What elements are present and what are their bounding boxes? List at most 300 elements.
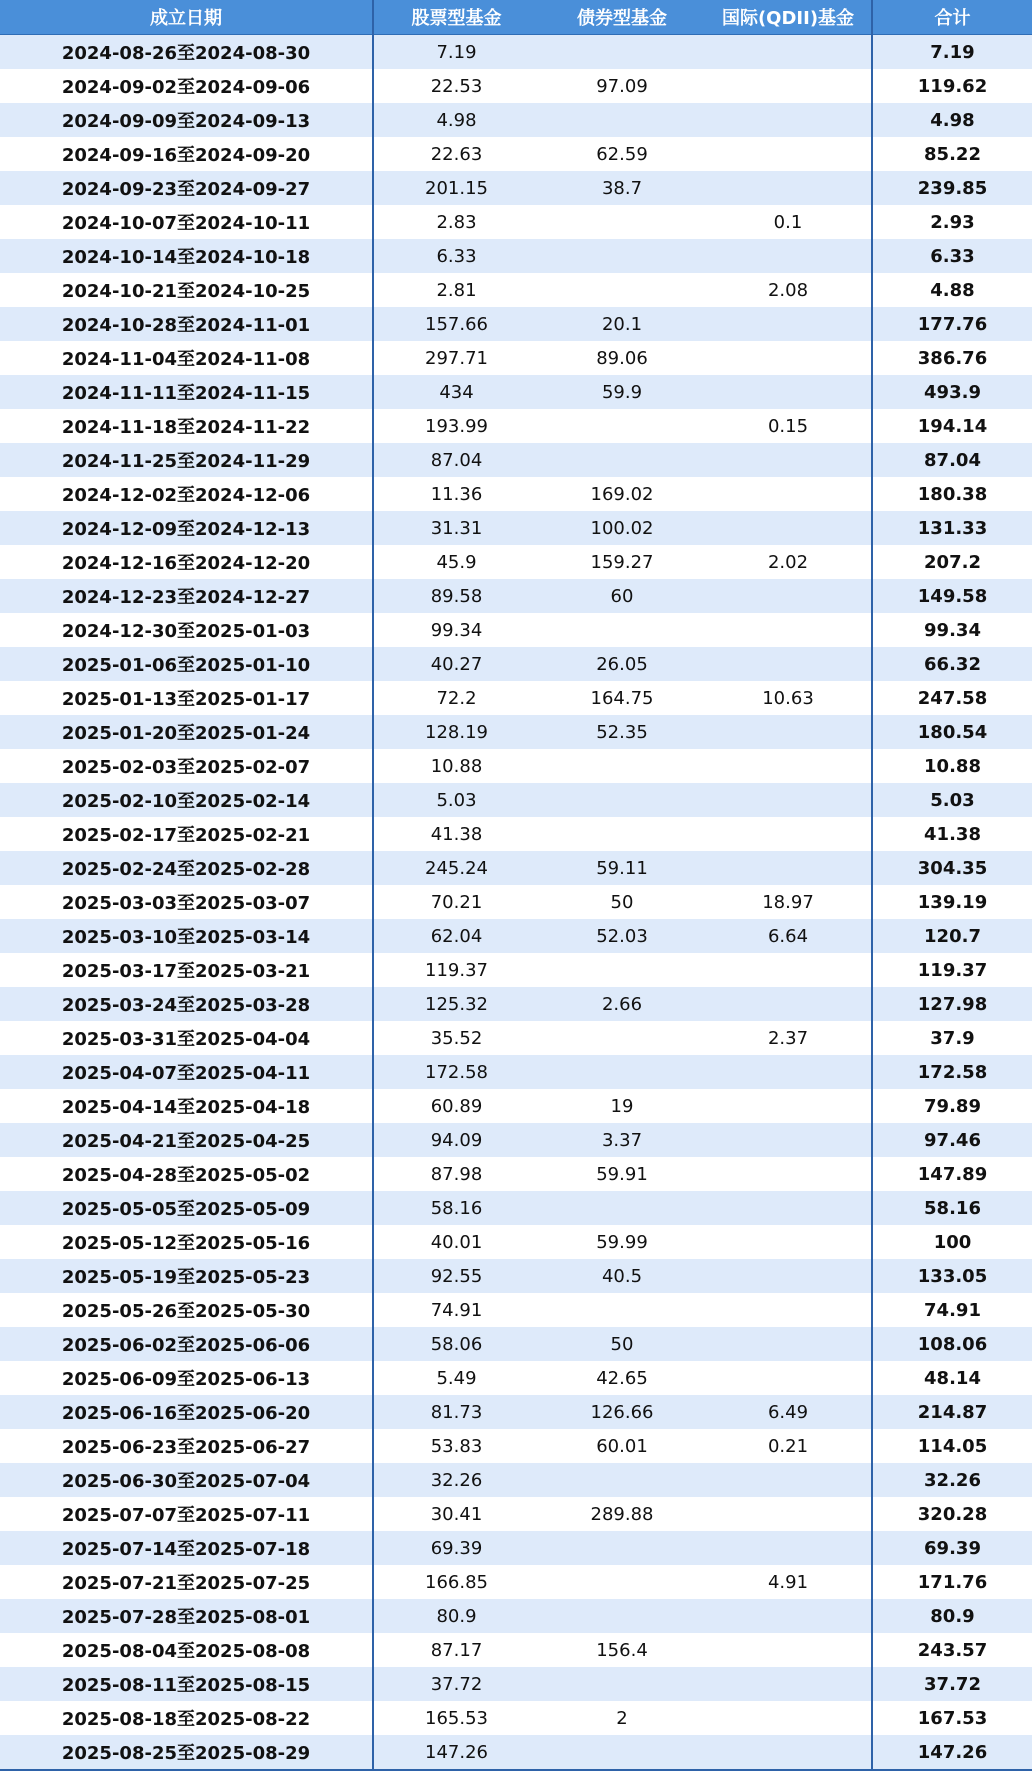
date-cell: 2025-05-19至2025-05-23 (0, 1259, 373, 1293)
total-cell: 167.53 (872, 1701, 1032, 1735)
equity-fund-cell: 40.01 (373, 1225, 539, 1259)
header-row (0, 0, 1032, 35)
total-cell: 5.03 (872, 783, 1032, 817)
bond-fund-cell (539, 1667, 705, 1701)
equity-fund-cell: 99.34 (373, 613, 539, 647)
table-row (0, 1429, 1032, 1463)
qdii-fund-cell (705, 1225, 872, 1259)
date-cell: 2025-07-14至2025-07-18 (0, 1531, 373, 1565)
total-cell: 74.91 (872, 1293, 1032, 1327)
bond-fund-cell (539, 1599, 705, 1633)
equity-fund-cell: 5.49 (373, 1361, 539, 1395)
total-cell: 304.35 (872, 851, 1032, 885)
table-row (0, 1395, 1032, 1429)
equity-fund-cell: 22.53 (373, 69, 539, 103)
table-row (0, 137, 1032, 171)
qdii-fund-cell: 2.02 (705, 545, 872, 579)
qdii-fund-cell (705, 1497, 872, 1531)
qdii-fund-cell (705, 375, 872, 409)
bond-fund-cell (539, 103, 705, 137)
qdii-fund-cell (705, 443, 872, 477)
equity-fund-cell: 70.21 (373, 885, 539, 919)
date-cell: 2025-01-06至2025-01-10 (0, 647, 373, 681)
date-cell: 2025-05-12至2025-05-16 (0, 1225, 373, 1259)
bond-fund-cell: 26.05 (539, 647, 705, 681)
qdii-fund-cell (705, 1327, 872, 1361)
header-date: 成立日期 (0, 0, 373, 35)
date-cell: 2024-12-23至2024-12-27 (0, 579, 373, 613)
qdii-fund-cell: 10.63 (705, 681, 872, 715)
date-cell: 2025-03-03至2025-03-07 (0, 885, 373, 919)
total-cell: 243.57 (872, 1633, 1032, 1667)
equity-fund-cell: 81.73 (373, 1395, 539, 1429)
total-cell: 32.26 (872, 1463, 1032, 1497)
total-cell: 214.87 (872, 1395, 1032, 1429)
qdii-fund-cell (705, 1259, 872, 1293)
total-cell: 37.72 (872, 1667, 1032, 1701)
table-row (0, 205, 1032, 239)
bond-fund-cell: 2.66 (539, 987, 705, 1021)
bond-fund-cell: 59.11 (539, 851, 705, 885)
date-cell: 2025-04-28至2025-05-02 (0, 1157, 373, 1191)
bond-fund-cell: 62.59 (539, 137, 705, 171)
table-row (0, 1055, 1032, 1089)
qdii-fund-cell (705, 1667, 872, 1701)
total-cell: 37.9 (872, 1021, 1032, 1055)
bond-fund-cell (539, 239, 705, 273)
equity-fund-cell: 32.26 (373, 1463, 539, 1497)
header-bond-fund: 债券型基金 (539, 0, 705, 35)
table-row (0, 715, 1032, 749)
total-cell: 194.14 (872, 409, 1032, 443)
total-cell: 87.04 (872, 443, 1032, 477)
bond-fund-cell (539, 613, 705, 647)
table-row (0, 885, 1032, 919)
table-row (0, 545, 1032, 579)
bond-fund-cell: 289.88 (539, 1497, 705, 1531)
equity-fund-cell: 128.19 (373, 715, 539, 749)
equity-fund-cell: 37.72 (373, 1667, 539, 1701)
date-cell: 2024-09-23至2024-09-27 (0, 171, 373, 205)
bond-fund-cell: 50 (539, 885, 705, 919)
equity-fund-cell: 41.38 (373, 817, 539, 851)
bond-fund-cell: 169.02 (539, 477, 705, 511)
bond-fund-cell (539, 749, 705, 783)
total-cell: 99.34 (872, 613, 1032, 647)
equity-fund-cell: 94.09 (373, 1123, 539, 1157)
date-cell: 2025-06-16至2025-06-20 (0, 1395, 373, 1429)
qdii-fund-cell (705, 647, 872, 681)
equity-fund-cell: 166.85 (373, 1565, 539, 1599)
qdii-fund-cell (705, 1123, 872, 1157)
table-row (0, 1259, 1032, 1293)
total-cell: 85.22 (872, 137, 1032, 171)
date-cell: 2024-12-30至2025-01-03 (0, 613, 373, 647)
date-cell: 2024-11-25至2024-11-29 (0, 443, 373, 477)
bond-fund-cell: 40.5 (539, 1259, 705, 1293)
table-row (0, 1225, 1032, 1259)
total-cell: 119.37 (872, 953, 1032, 987)
bond-fund-cell (539, 35, 705, 70)
table-row (0, 1361, 1032, 1395)
equity-fund-cell: 58.16 (373, 1191, 539, 1225)
bond-fund-cell: 97.09 (539, 69, 705, 103)
total-cell: 147.89 (872, 1157, 1032, 1191)
equity-fund-cell: 58.06 (373, 1327, 539, 1361)
equity-fund-cell: 92.55 (373, 1259, 539, 1293)
date-cell: 2024-09-09至2024-09-13 (0, 103, 373, 137)
total-cell: 10.88 (872, 749, 1032, 783)
bond-fund-cell: 159.27 (539, 545, 705, 579)
total-cell: 7.19 (872, 35, 1032, 70)
qdii-fund-cell (705, 69, 872, 103)
total-cell: 172.58 (872, 1055, 1032, 1089)
bond-fund-cell: 60 (539, 579, 705, 613)
qdii-fund-cell (705, 1089, 872, 1123)
qdii-fund-cell (705, 137, 872, 171)
bond-fund-cell: 50 (539, 1327, 705, 1361)
equity-fund-cell: 6.33 (373, 239, 539, 273)
date-cell: 2024-10-28至2024-11-01 (0, 307, 373, 341)
qdii-fund-cell (705, 613, 872, 647)
date-cell: 2025-03-24至2025-03-28 (0, 987, 373, 1021)
table-row (0, 1327, 1032, 1361)
qdii-fund-cell (705, 103, 872, 137)
table-row (0, 171, 1032, 205)
table-row (0, 1157, 1032, 1191)
total-cell: 139.19 (872, 885, 1032, 919)
date-cell: 2024-10-07至2024-10-11 (0, 205, 373, 239)
bond-fund-cell (539, 953, 705, 987)
qdii-fund-cell (705, 1599, 872, 1633)
bond-fund-cell (539, 205, 705, 239)
total-cell: 108.06 (872, 1327, 1032, 1361)
total-cell: 6.33 (872, 239, 1032, 273)
table-row (0, 953, 1032, 987)
qdii-fund-cell (705, 171, 872, 205)
equity-fund-cell: 2.81 (373, 273, 539, 307)
bond-fund-cell (539, 1531, 705, 1565)
equity-fund-cell: 157.66 (373, 307, 539, 341)
qdii-fund-cell: 2.37 (705, 1021, 872, 1055)
table-row (0, 817, 1032, 851)
equity-fund-cell: 60.89 (373, 1089, 539, 1123)
bond-fund-cell (539, 1565, 705, 1599)
bond-fund-cell (539, 1021, 705, 1055)
bond-fund-cell (539, 443, 705, 477)
date-cell: 2025-07-28至2025-08-01 (0, 1599, 373, 1633)
table-row (0, 579, 1032, 613)
equity-fund-cell: 434 (373, 375, 539, 409)
date-cell: 2025-08-04至2025-08-08 (0, 1633, 373, 1667)
bond-fund-cell: 100.02 (539, 511, 705, 545)
qdii-fund-cell (705, 1463, 872, 1497)
bond-fund-cell (539, 783, 705, 817)
qdii-fund-cell (705, 307, 872, 341)
equity-fund-cell: 62.04 (373, 919, 539, 953)
bond-fund-cell: 42.65 (539, 1361, 705, 1395)
header-qdii-fund: 国际(QDII)基金 (705, 0, 872, 35)
table-row (0, 1463, 1032, 1497)
table-row (0, 1531, 1032, 1565)
equity-fund-cell: 201.15 (373, 171, 539, 205)
table-row (0, 749, 1032, 783)
date-cell: 2025-04-21至2025-04-25 (0, 1123, 373, 1157)
total-cell: 79.89 (872, 1089, 1032, 1123)
date-cell: 2025-07-07至2025-07-11 (0, 1497, 373, 1531)
qdii-fund-cell (705, 715, 872, 749)
bond-fund-cell: 19 (539, 1089, 705, 1123)
bond-fund-cell: 59.99 (539, 1225, 705, 1259)
equity-fund-cell: 53.83 (373, 1429, 539, 1463)
date-cell: 2024-12-09至2024-12-13 (0, 511, 373, 545)
table-row (0, 273, 1032, 307)
total-cell: 4.88 (872, 273, 1032, 307)
table-row (0, 375, 1032, 409)
bond-fund-cell (539, 1191, 705, 1225)
qdii-fund-cell: 0.1 (705, 205, 872, 239)
table-row (0, 613, 1032, 647)
qdii-fund-cell (705, 341, 872, 375)
date-cell: 2024-08-26至2024-08-30 (0, 35, 373, 70)
qdii-fund-cell: 0.15 (705, 409, 872, 443)
date-cell: 2024-10-14至2024-10-18 (0, 239, 373, 273)
total-cell: 171.76 (872, 1565, 1032, 1599)
table-row (0, 919, 1032, 953)
table-row (0, 1701, 1032, 1735)
equity-fund-cell: 31.31 (373, 511, 539, 545)
bond-fund-cell: 52.35 (539, 715, 705, 749)
qdii-fund-cell (705, 987, 872, 1021)
table-row (0, 341, 1032, 375)
bond-fund-cell (539, 1463, 705, 1497)
table-row (0, 1191, 1032, 1225)
equity-fund-cell: 11.36 (373, 477, 539, 511)
qdii-fund-cell: 4.91 (705, 1565, 872, 1599)
total-cell: 41.38 (872, 817, 1032, 851)
table-row (0, 103, 1032, 137)
date-cell: 2025-04-07至2025-04-11 (0, 1055, 373, 1089)
qdii-fund-cell (705, 851, 872, 885)
qdii-fund-cell (705, 1531, 872, 1565)
total-cell: 100 (872, 1225, 1032, 1259)
equity-fund-cell: 147.26 (373, 1735, 539, 1770)
bond-fund-cell: 59.91 (539, 1157, 705, 1191)
qdii-fund-cell (705, 953, 872, 987)
table-row (0, 69, 1032, 103)
equity-fund-cell: 10.88 (373, 749, 539, 783)
qdii-fund-cell (705, 1157, 872, 1191)
equity-fund-cell: 87.98 (373, 1157, 539, 1191)
equity-fund-cell: 119.37 (373, 953, 539, 987)
total-cell: 119.62 (872, 69, 1032, 103)
table-row (0, 851, 1032, 885)
date-cell: 2024-12-02至2024-12-06 (0, 477, 373, 511)
bond-fund-cell: 60.01 (539, 1429, 705, 1463)
total-cell: 493.9 (872, 375, 1032, 409)
bond-fund-cell: 126.66 (539, 1395, 705, 1429)
table-row (0, 409, 1032, 443)
table-row (0, 443, 1032, 477)
total-cell: 180.38 (872, 477, 1032, 511)
bond-fund-cell (539, 1055, 705, 1089)
equity-fund-cell: 35.52 (373, 1021, 539, 1055)
date-cell: 2025-08-25至2025-08-29 (0, 1735, 373, 1770)
total-cell: 149.58 (872, 579, 1032, 613)
date-cell: 2024-11-18至2024-11-22 (0, 409, 373, 443)
total-cell: 180.54 (872, 715, 1032, 749)
table-row (0, 647, 1032, 681)
qdii-fund-cell (705, 477, 872, 511)
date-cell: 2025-05-05至2025-05-09 (0, 1191, 373, 1225)
equity-fund-cell: 80.9 (373, 1599, 539, 1633)
date-cell: 2025-06-30至2025-07-04 (0, 1463, 373, 1497)
equity-fund-cell: 4.98 (373, 103, 539, 137)
bond-fund-cell: 38.7 (539, 171, 705, 205)
bond-fund-cell: 156.4 (539, 1633, 705, 1667)
date-cell: 2025-02-24至2025-02-28 (0, 851, 373, 885)
total-cell: 207.2 (872, 545, 1032, 579)
qdii-fund-cell: 2.08 (705, 273, 872, 307)
date-cell: 2025-07-21至2025-07-25 (0, 1565, 373, 1599)
table-row (0, 1735, 1032, 1770)
bond-fund-cell: 59.9 (539, 375, 705, 409)
table-row (0, 1021, 1032, 1055)
equity-fund-cell: 22.63 (373, 137, 539, 171)
header-equity-fund: 股票型基金 (373, 0, 539, 35)
bond-fund-cell: 2 (539, 1701, 705, 1735)
date-cell: 2025-08-18至2025-08-22 (0, 1701, 373, 1735)
header-total: 合计 (872, 0, 1032, 35)
qdii-fund-cell (705, 239, 872, 273)
total-cell: 114.05 (872, 1429, 1032, 1463)
date-cell: 2025-03-31至2025-04-04 (0, 1021, 373, 1055)
total-cell: 4.98 (872, 103, 1032, 137)
total-cell: 386.76 (872, 341, 1032, 375)
equity-fund-cell: 69.39 (373, 1531, 539, 1565)
equity-fund-cell: 89.58 (373, 579, 539, 613)
date-cell: 2025-06-09至2025-06-13 (0, 1361, 373, 1395)
equity-fund-cell: 7.19 (373, 35, 539, 70)
qdii-fund-cell (705, 1701, 872, 1735)
total-cell: 177.76 (872, 307, 1032, 341)
total-cell: 66.32 (872, 647, 1032, 681)
equity-fund-cell: 30.41 (373, 1497, 539, 1531)
date-cell: 2025-06-23至2025-06-27 (0, 1429, 373, 1463)
date-cell: 2025-03-17至2025-03-21 (0, 953, 373, 987)
qdii-fund-cell (705, 749, 872, 783)
table-row (0, 1667, 1032, 1701)
equity-fund-cell: 2.83 (373, 205, 539, 239)
table-row (0, 1565, 1032, 1599)
table-row (0, 987, 1032, 1021)
date-cell: 2025-06-02至2025-06-06 (0, 1327, 373, 1361)
total-cell: 133.05 (872, 1259, 1032, 1293)
table-row (0, 307, 1032, 341)
bond-fund-cell: 164.75 (539, 681, 705, 715)
total-cell: 320.28 (872, 1497, 1032, 1531)
bond-fund-cell (539, 1293, 705, 1327)
equity-fund-cell: 72.2 (373, 681, 539, 715)
equity-fund-cell: 5.03 (373, 783, 539, 817)
equity-fund-cell: 40.27 (373, 647, 539, 681)
equity-fund-cell: 245.24 (373, 851, 539, 885)
qdii-fund-cell (705, 511, 872, 545)
qdii-fund-cell: 6.64 (705, 919, 872, 953)
date-cell: 2025-04-14至2025-04-18 (0, 1089, 373, 1123)
table-row (0, 681, 1032, 715)
date-cell: 2024-12-16至2024-12-20 (0, 545, 373, 579)
bond-fund-cell (539, 273, 705, 307)
date-cell: 2025-02-10至2025-02-14 (0, 783, 373, 817)
bond-fund-cell: 3.37 (539, 1123, 705, 1157)
equity-fund-cell: 193.99 (373, 409, 539, 443)
bond-fund-cell: 89.06 (539, 341, 705, 375)
table-row (0, 1123, 1032, 1157)
qdii-fund-cell (705, 1735, 872, 1770)
equity-fund-cell: 45.9 (373, 545, 539, 579)
bond-fund-cell: 52.03 (539, 919, 705, 953)
table-row (0, 511, 1032, 545)
qdii-fund-cell (705, 1191, 872, 1225)
bond-fund-cell (539, 817, 705, 851)
table-header (0, 0, 1032, 35)
date-cell: 2025-02-03至2025-02-07 (0, 749, 373, 783)
qdii-fund-cell: 18.97 (705, 885, 872, 919)
total-cell: 239.85 (872, 171, 1032, 205)
date-cell: 2025-01-13至2025-01-17 (0, 681, 373, 715)
qdii-fund-cell (705, 1293, 872, 1327)
qdii-fund-cell: 6.49 (705, 1395, 872, 1429)
date-cell: 2025-05-26至2025-05-30 (0, 1293, 373, 1327)
total-cell: 80.9 (872, 1599, 1032, 1633)
total-cell: 97.46 (872, 1123, 1032, 1157)
date-cell: 2024-11-04至2024-11-08 (0, 341, 373, 375)
equity-fund-cell: 125.32 (373, 987, 539, 1021)
qdii-fund-cell (705, 1055, 872, 1089)
table-row (0, 1293, 1032, 1327)
equity-fund-cell: 87.17 (373, 1633, 539, 1667)
bond-fund-cell: 20.1 (539, 307, 705, 341)
qdii-fund-cell (705, 1633, 872, 1667)
table-row (0, 35, 1032, 70)
date-cell: 2025-03-10至2025-03-14 (0, 919, 373, 953)
date-cell: 2024-10-21至2024-10-25 (0, 273, 373, 307)
date-cell: 2025-02-17至2025-02-21 (0, 817, 373, 851)
table-row (0, 783, 1032, 817)
qdii-fund-cell (705, 35, 872, 70)
table-body (0, 35, 1032, 1771)
equity-fund-cell: 74.91 (373, 1293, 539, 1327)
total-cell: 120.7 (872, 919, 1032, 953)
date-cell: 2024-11-11至2024-11-15 (0, 375, 373, 409)
table-row (0, 1089, 1032, 1123)
total-cell: 127.98 (872, 987, 1032, 1021)
date-cell: 2024-09-16至2024-09-20 (0, 137, 373, 171)
date-cell: 2024-09-02至2024-09-06 (0, 69, 373, 103)
total-cell: 131.33 (872, 511, 1032, 545)
qdii-fund-cell (705, 579, 872, 613)
total-cell: 58.16 (872, 1191, 1032, 1225)
qdii-fund-cell (705, 783, 872, 817)
bond-fund-cell (539, 1735, 705, 1770)
table-row (0, 1633, 1032, 1667)
equity-fund-cell: 297.71 (373, 341, 539, 375)
table-row (0, 1599, 1032, 1633)
table-row (0, 477, 1032, 511)
date-cell: 2025-08-11至2025-08-15 (0, 1667, 373, 1701)
total-cell: 147.26 (872, 1735, 1032, 1770)
